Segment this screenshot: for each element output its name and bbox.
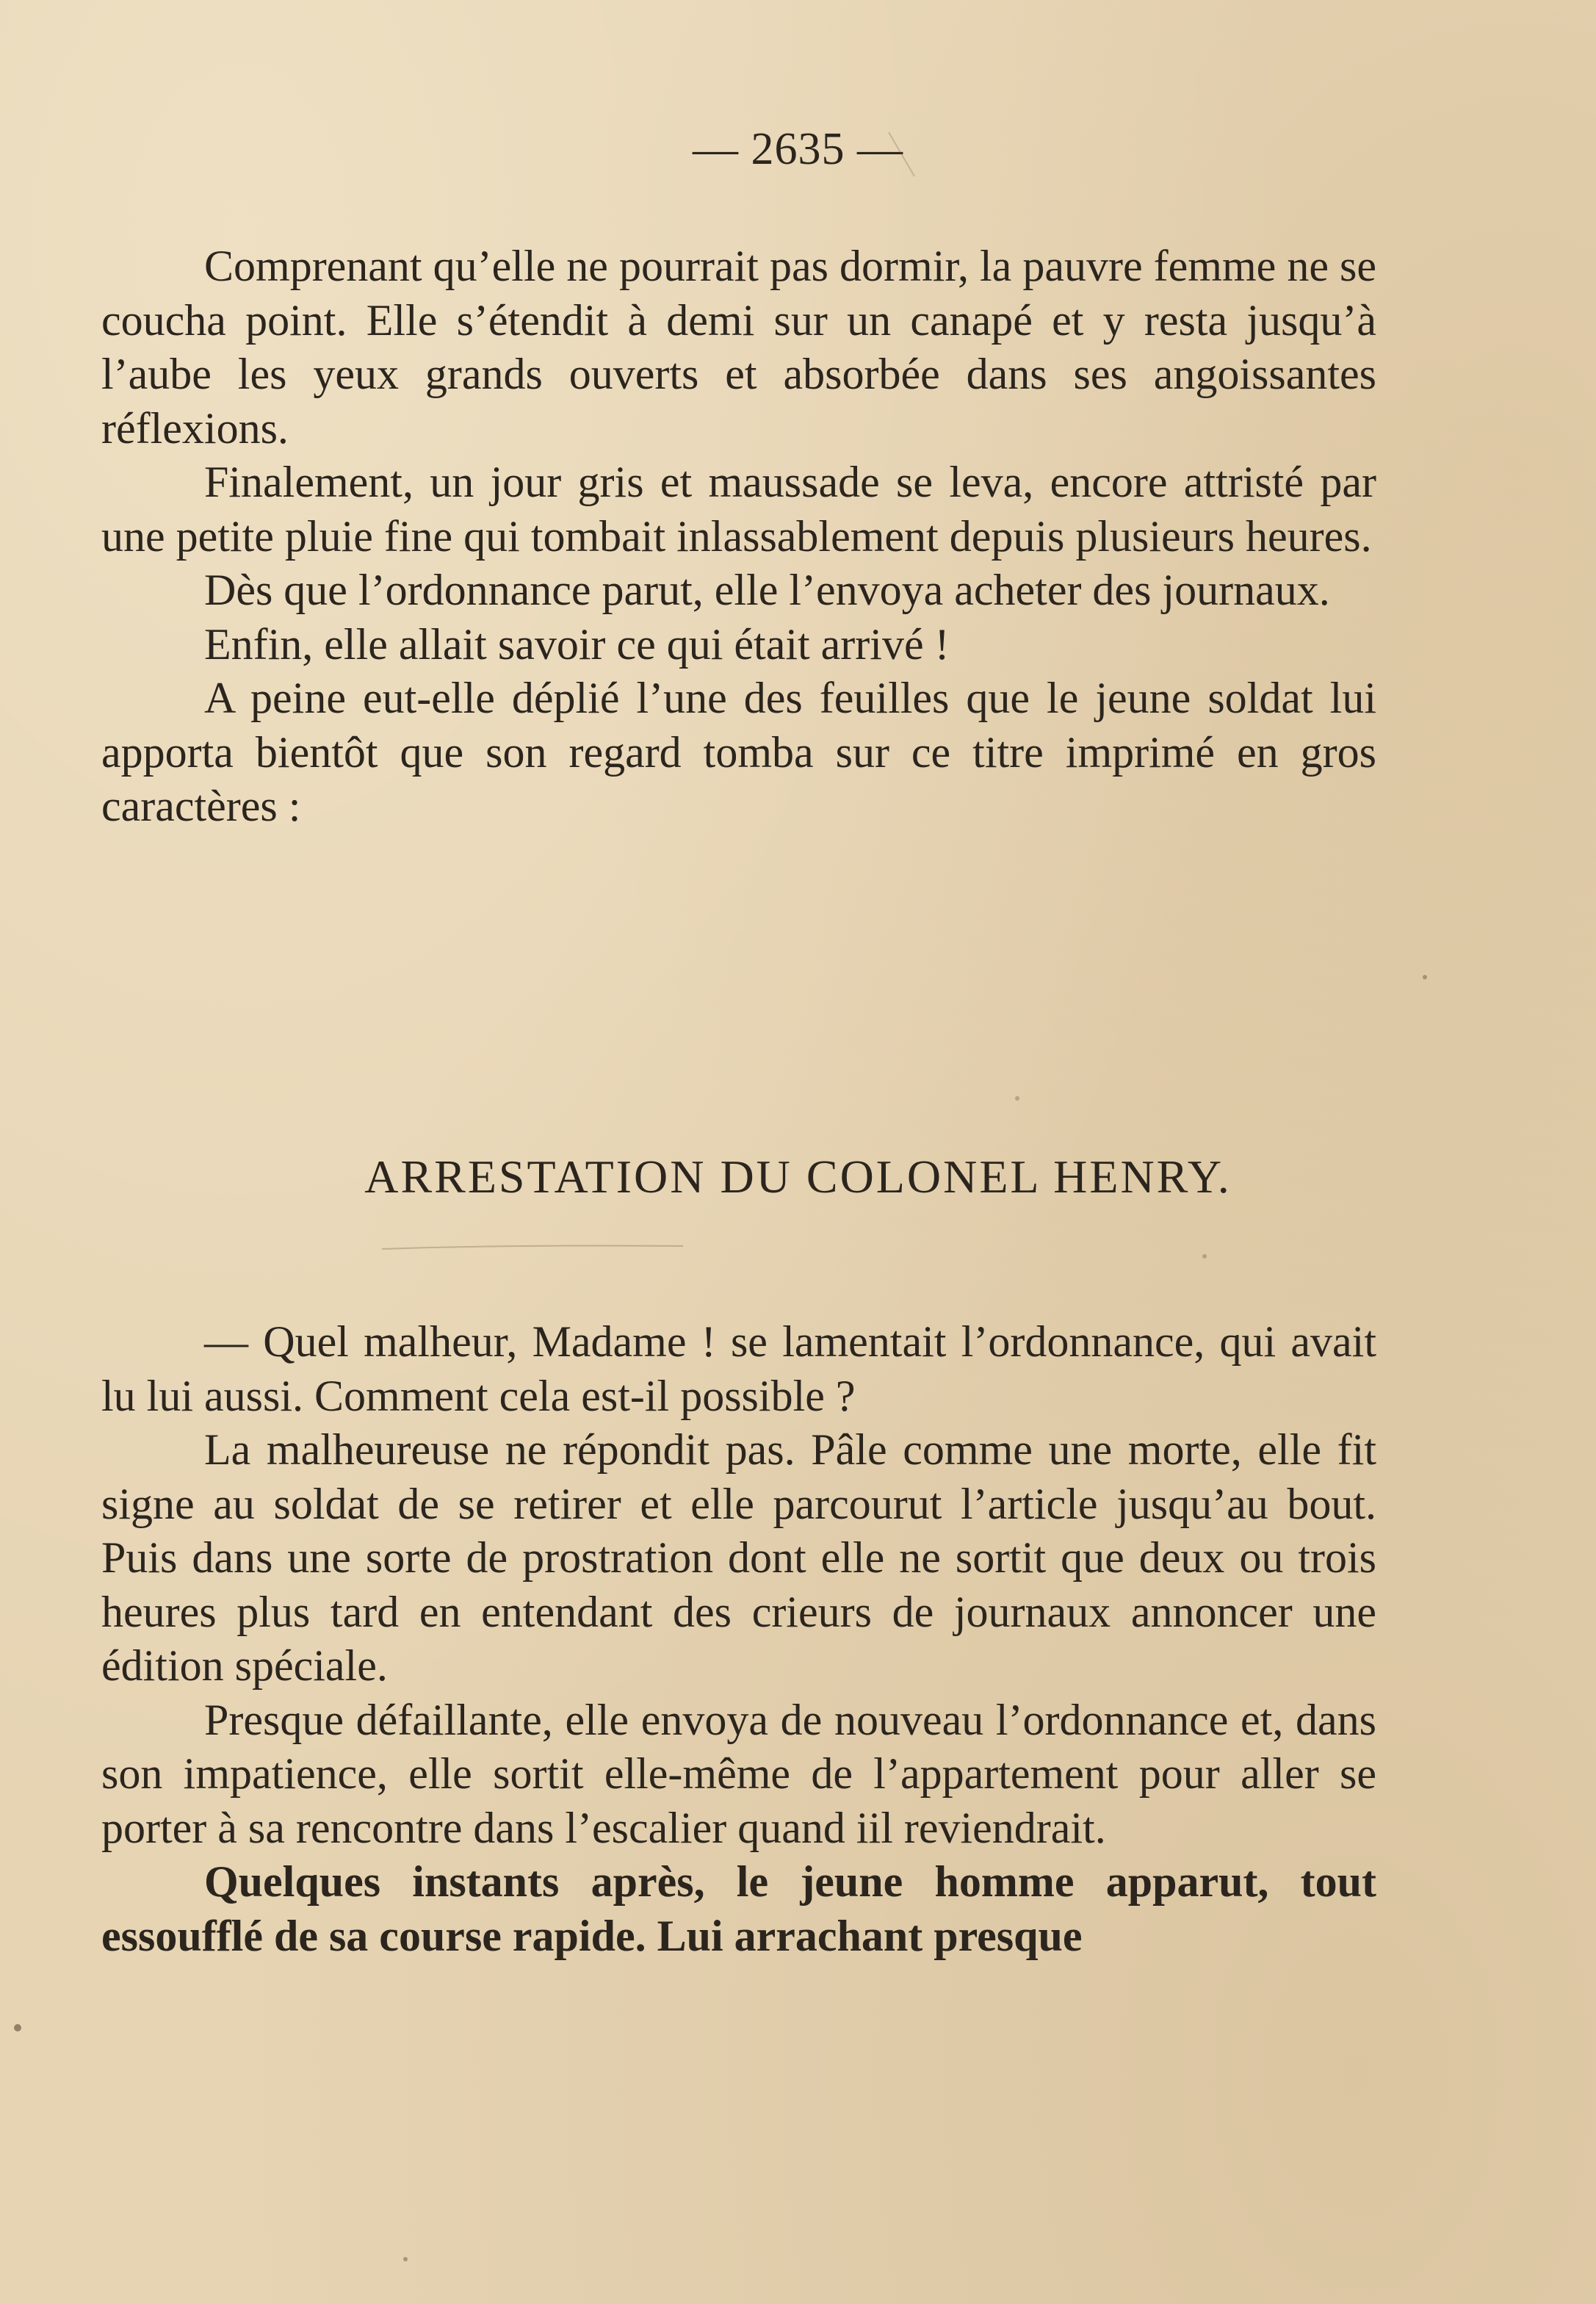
speck xyxy=(382,1246,683,1250)
text-block-after-heading xyxy=(101,1315,1376,1963)
speck xyxy=(403,2257,408,2261)
paragraph: Presque défaillante, elle envoya de nouveau l’ordonnance et, dans son impatience, elle sortit elle-même de l’appartement pour aller se porter à sa rencontre dans l’escalier quand iil reviendrait. xyxy=(101,1695,1376,1852)
speck xyxy=(1015,1096,1019,1101)
speck xyxy=(1423,975,1427,979)
newspaper-headline: ARRESTATION DU COLONEL HENRY. xyxy=(364,1151,1232,1203)
paragraph: Enfin, elle allait savoir ce qui était arrivé ! xyxy=(204,619,950,669)
speck xyxy=(1202,1254,1207,1259)
text-block-before-heading xyxy=(101,240,1376,834)
page-number: — 2635 — xyxy=(693,124,903,174)
paragraph: Finalement, un jour gris et maussade se leva, encore attristé par une petite pluie fine qui tombait inlassablement depuis plusieurs heures. xyxy=(101,458,1376,561)
paragraph: Comprenant qu’elle ne pourrait pas dormir, la pauvre femme ne se coucha point. Elle s’étendit à demi sur un canapé et y resta jusqu’à l’aube les yeux grands ouverts et absorbée dans ses angoissantes réflexions. xyxy=(101,242,1376,453)
paragraph: A peine eut-elle déplié l’une des feuilles que le jeune soldat lui apporta bientôt que son regard tomba sur ce titre imprimé en gros caractères : xyxy=(101,674,1376,830)
paragraph: — Quel malheur, Madame ! se lamentait l’ordonnance, qui avait lu lui aussi. Comment cela est-il possible ? xyxy=(101,1317,1376,1420)
paragraph: Dès que l’ordonnance parut, elle l’envoya acheter des journaux. xyxy=(204,566,1330,614)
paragraph: Quelques instants après, le jeune homme apparut, tout essoufflé de sa course rapide. Lui arrachant presque xyxy=(101,1857,1376,1960)
paragraph: La malheureuse ne répondit pas. Pâle comme une morte, elle fit signe au soldat de se retirer et elle parcourut l’article jusqu’au bout. Puis dans une sorte de prostration dont elle ne sortit que deux ou trois heures plus tard en entendant des crieurs de journaux annoncer une édition spéciale. xyxy=(101,1425,1376,1690)
speck xyxy=(14,2024,21,2031)
